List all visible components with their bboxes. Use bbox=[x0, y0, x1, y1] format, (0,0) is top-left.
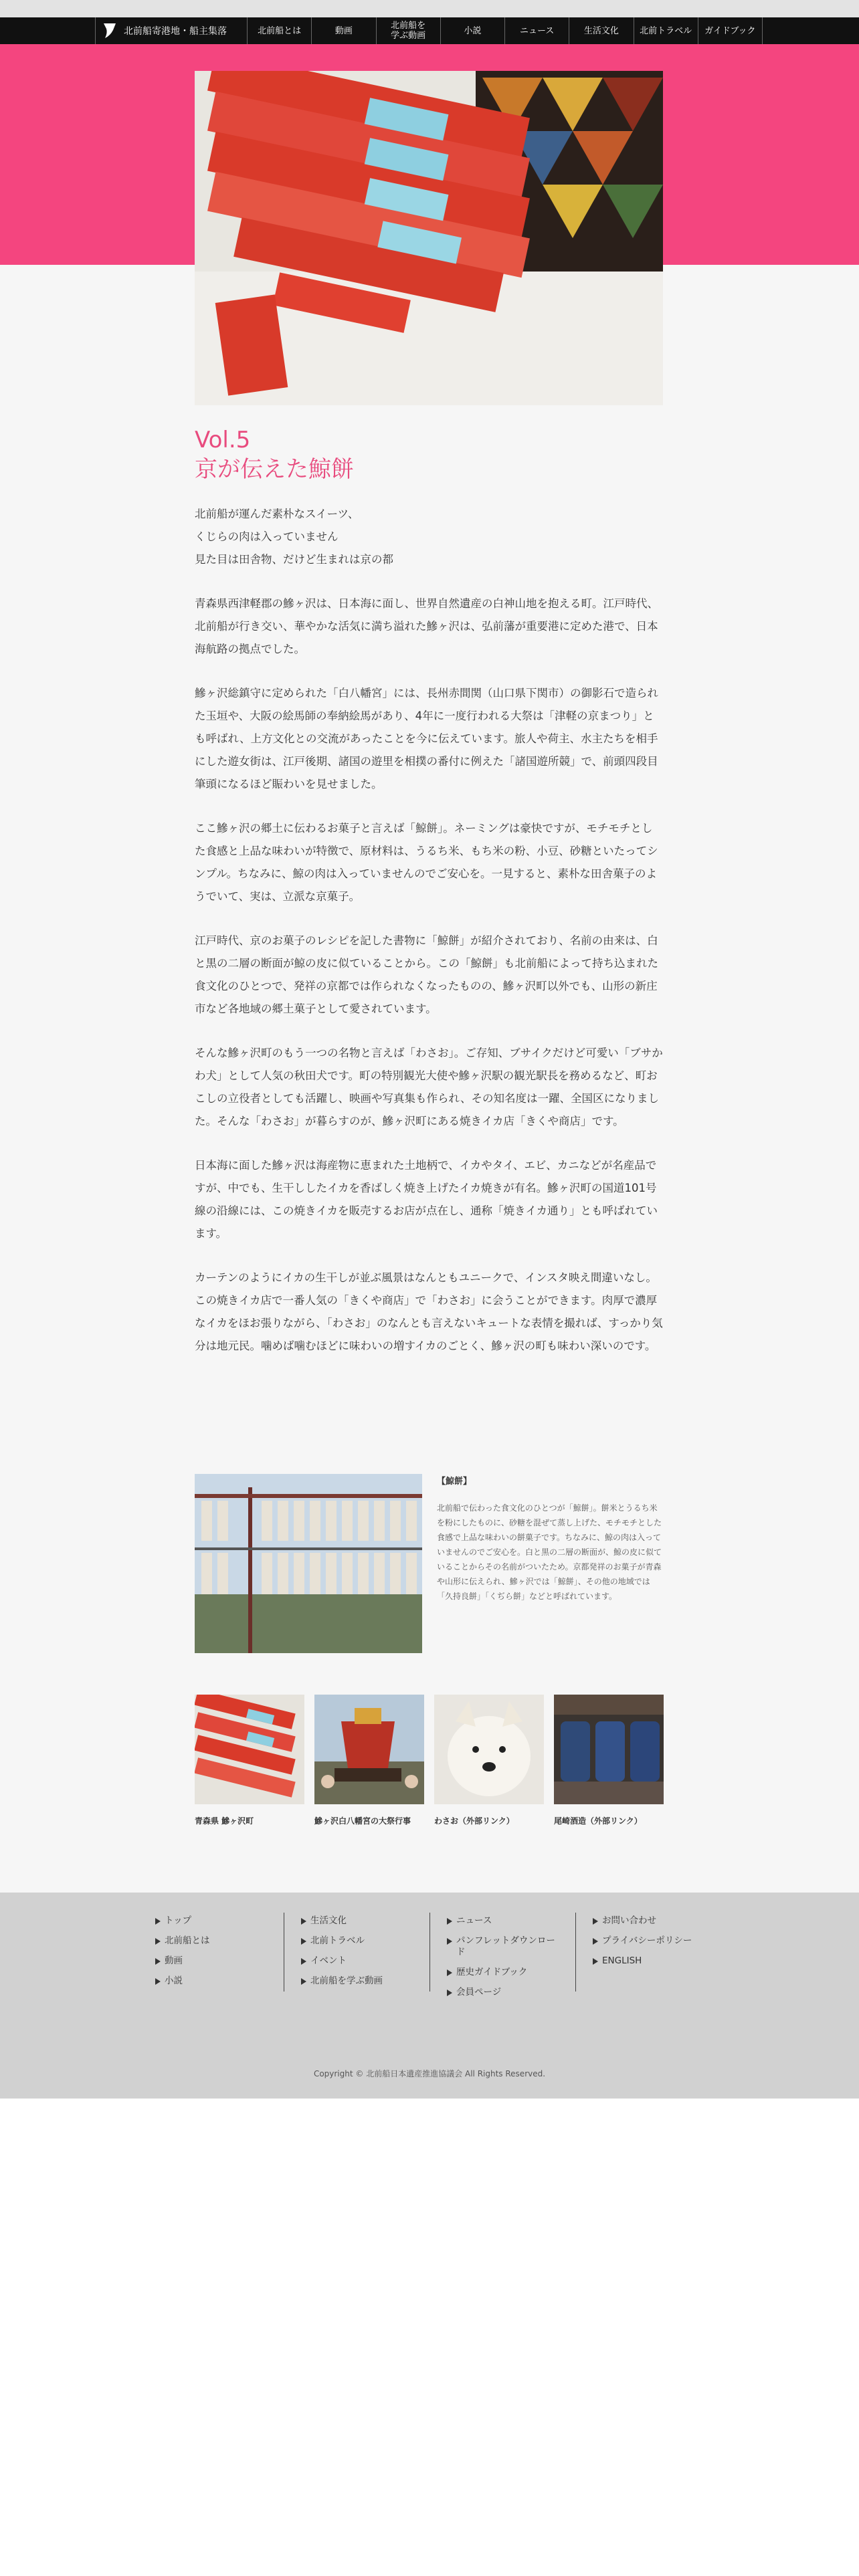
article-intro bbox=[195, 503, 663, 571]
thumb-ozaki-brewery[interactable] bbox=[554, 1695, 664, 1804]
hero-image-kujira-mochi bbox=[195, 71, 663, 405]
nav-item-news[interactable]: ニュース bbox=[505, 17, 569, 44]
thumb-shirahachimangu-festival[interactable] bbox=[314, 1695, 424, 1804]
article-paragraph: カーテンのようにイカの生干しが並ぶ風景はなんともユニークで、インスタ映え間違いなし。この焼きイカ店で一番人気の「きくや商店」で「わさお」に会うことができます。肉厚で濃厚なイカをほお張りながら、「わさお」のなんとも言えないキュートな表情を撮れば、すっかり気分は地元民。噛めば噛むほどに味わいの増すイカのごとく、鰺ヶ沢の町も味わい深いのです。 bbox=[195, 1271, 663, 1352]
nav-item-about[interactable]: 北前船とは bbox=[248, 17, 312, 44]
intro-line: 北前船が運んだ素朴なスイーツ、 bbox=[195, 508, 359, 520]
feature-heading: 【鯨餅】 bbox=[437, 1477, 472, 1487]
nav-item-guidebook[interactable]: ガイドブック bbox=[698, 17, 763, 44]
footer-link-novel[interactable]: 小説 bbox=[155, 1975, 210, 1987]
footer-link-members[interactable]: 会員ページ bbox=[447, 1987, 561, 1998]
article-vol: Vol.5 bbox=[195, 427, 251, 453]
footer-column bbox=[301, 1915, 383, 1996]
logo-text: 北前船寄港地・船主集落 bbox=[124, 26, 227, 37]
article-paragraph: 鰺ヶ沢総鎮守に定められた「白八幡宮」には、長州赤間関（山口県下関市）の御影石で造られた玉垣や、大阪の絵馬師の奉納絵馬があり、4年に一度行われる大祭は「津軽の京まつり」とも呼ばれ、上方文化との交流があったことを今に伝えています。旅人や荷主、水主たちを相手にした遊女街は、江戸後期、諸国の遊里を相撲の番付に例えた「諸国遊所競」で、前頭四段目筆頭になるほど賑わいを見せました。 bbox=[195, 687, 658, 790]
nav-item-culture[interactable]: 生活文化 bbox=[569, 17, 634, 44]
article-paragraph: 青森県西津軽郡の鰺ヶ沢は、日本海に面し、世界自然遺産の白神山地を抱える町。江戸時代、北前船が行き交い、華やかな活気に満ち溢れた鰺ヶ沢は、弘前藩が重要港に定めた港で、日本海航路の拠点でした。 bbox=[195, 597, 658, 655]
footer-link-contact[interactable]: お問い合わせ bbox=[593, 1915, 692, 1927]
footer-link-travel[interactable]: 北前トラベル bbox=[301, 1935, 383, 1947]
footer-link-event[interactable]: イベント bbox=[301, 1955, 383, 1967]
footer-link-culture[interactable]: 生活文化 bbox=[301, 1915, 383, 1927]
copyright: Copyright © 北前船日本遺産推進協議会 All Rights Reserved. bbox=[313, 2069, 546, 2078]
footer-column bbox=[447, 1915, 561, 2007]
top-band bbox=[0, 0, 859, 17]
footer-link-pamphlet[interactable]: パンフレットダウンロード bbox=[447, 1935, 561, 1958]
feature-image-dried-squid bbox=[195, 1474, 422, 1653]
article-paragraph: 江戸時代、京のお菓子のレシピを記した書物に「鯨餅」が紹介されており、名前の由来は、白と黒の二層の断面が鯨の皮に似ていることから。この「鯨餅」も北前船によって持ち込まれた食文化のひとつで、発祥の京都では作られなくなったものの、鰺ヶ沢町以外でも、山形の新庄市など各地域の郷土菓子として愛されています。 bbox=[195, 934, 658, 1015]
article-paragraph: 日本海に面した鰺ヶ沢は海産物に恵まれた土地柄で、イカやタイ、エビ、カニなどが名産品ですが、中でも、生干ししたイカを香ばしく焼き上げたイカ焼きが有名。鰺ヶ沢町の国道101号線の沿線には、この焼きイカを販売するお店が点在し、通称「焼きイカ通り」とも呼ばれています。 bbox=[195, 1159, 658, 1240]
related-thumbnails bbox=[195, 1695, 663, 1826]
intro-line: 見た目は田舎物、だけど生まれは京の都 bbox=[195, 553, 393, 566]
thumb-caption[interactable]: 尾崎酒造（外部リンク） bbox=[554, 1816, 642, 1826]
footer-link-learn-video[interactable]: 北前船を学ぶ動画 bbox=[301, 1975, 383, 1987]
footer-divider bbox=[575, 1913, 576, 1992]
thumb-ajigasawa-town[interactable] bbox=[195, 1695, 304, 1804]
nav-item-learn-video[interactable]: 北前船を 学ぶ動画 bbox=[377, 17, 441, 44]
article-body bbox=[195, 503, 663, 1379]
feature-text: 北前船で伝わった食文化のひとつが「鯨餅」。餅米とうるち米を粉にしたものに、砂糖を混ぜて蒸し上げた、モチモチとした食感で上品な味わいの餅菓子です。ちなみに、鯨の肉は入っていませんのでご安心を。白と黒の二層の断面が、鯨の皮に似ていることからその名前がついたため。京都発祥のお菓子が青森や山形に伝えられ、鰺ヶ沢では「鯨餅」、その他の地域では「久持良餅」「くぢら餅」などと呼ばれています。 bbox=[437, 1503, 662, 1601]
article-paragraph: ここ鰺ヶ沢の郷土に伝わるお菓子と言えば「鯨餅」。ネーミングは豪快ですが、モチモチとした食感と上品な味わいが特徴で、原材料は、うるち米、もち米の粉、小豆、砂糖といたってシンプル。ちなみに、鯨の肉は入っていませんのでご安心を。一見すると、素朴な田舎菓子のようでいて、実は、立派な京菓子。 bbox=[195, 822, 658, 903]
footer-column bbox=[593, 1915, 692, 1975]
footer-link-guidebook[interactable]: 歴史ガイドブック bbox=[447, 1967, 561, 1978]
thumb-caption[interactable]: わさお（外部リンク） bbox=[434, 1816, 514, 1826]
thumb-caption[interactable]: 青森県 鰺ヶ沢町 bbox=[195, 1816, 254, 1826]
footer-link-news[interactable]: ニュース bbox=[447, 1915, 561, 1927]
footer-link-about[interactable]: 北前船とは bbox=[155, 1935, 210, 1947]
global-nav bbox=[0, 17, 859, 44]
footer-link-privacy[interactable]: プライバシーポリシー bbox=[593, 1935, 692, 1947]
footer-link-english[interactable]: ENGLISH bbox=[593, 1955, 692, 1967]
article-title: 京が伝えた鯨餅 bbox=[195, 456, 354, 483]
intro-line: くじらの肉は入っていません bbox=[195, 530, 339, 543]
footer-column bbox=[155, 1915, 210, 1996]
nav-item-video[interactable]: 動画 bbox=[312, 17, 376, 44]
thumb-caption[interactable]: 鰺ヶ沢白八幡宮の大祭行事 bbox=[314, 1816, 411, 1826]
nav-item-travel[interactable]: 北前トラベル bbox=[634, 17, 698, 44]
footer-link-video[interactable]: 動画 bbox=[155, 1955, 210, 1967]
footer-link-top[interactable]: トップ bbox=[155, 1915, 210, 1927]
ship-logo-icon bbox=[102, 22, 117, 39]
site-logo[interactable] bbox=[95, 17, 248, 44]
article-paragraph: そんな鰺ヶ沢町のもう一つの名物と言えば「わさお」。ご存知、ブサイクだけど可愛い「ブサかわ犬」として人気の秋田犬です。町の特別観光大使や鰺ヶ沢駅の観光駅長を務めるなど、町おこしの立役者としても活躍し、映画や写真集も作られ、その知名度は一躍、全国区になりました。そんな「わさお」が暮らすのが、鰺ヶ沢町にある焼きイカ店「きくや商店」です。 bbox=[195, 1047, 663, 1128]
thumb-wasao-dog[interactable] bbox=[434, 1695, 544, 1804]
nav-item-novel[interactable]: 小説 bbox=[441, 17, 505, 44]
